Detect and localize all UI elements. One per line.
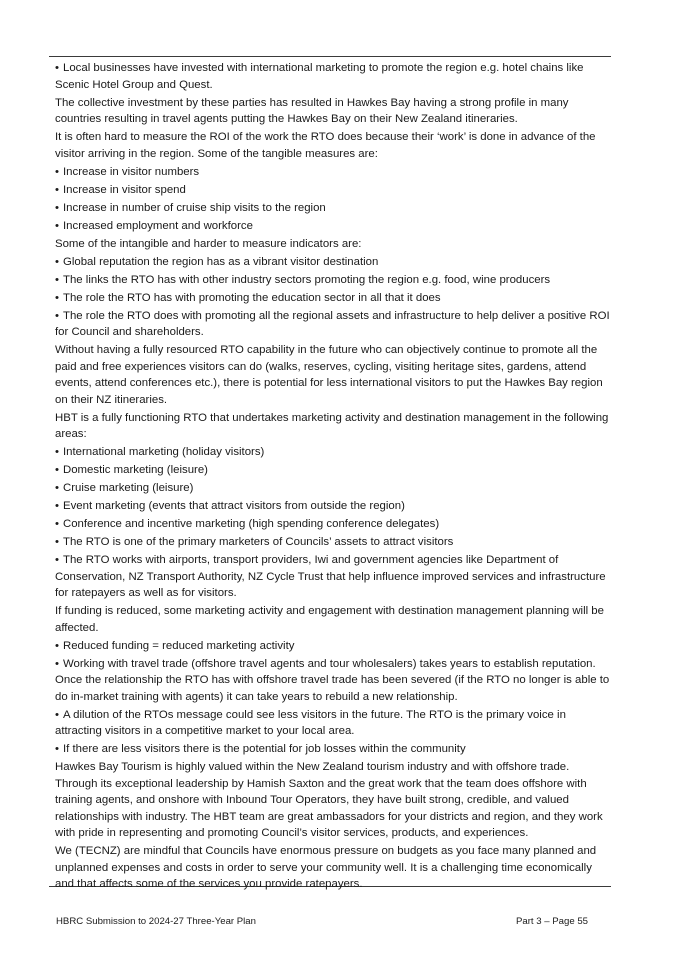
paragraph-text: Event marketing (events that attract visitors from outside the region) [63,500,405,512]
bullet-item [55,480,611,497]
bullet-marker: • [55,62,59,74]
bullet-item [55,60,611,93]
bullet-item [55,552,611,602]
paragraph-text: If funding is reduced, some marketing activity and engagement with destination management planning will be affected. [55,605,604,634]
bullet-item [55,516,611,533]
paragraph-text: If there are less visitors there is the potential for job losses within the community [63,743,466,755]
footer-document-title: HBRC Submission to 2024-27 Three-Year Plan [56,916,256,927]
paragraph-text: The role the RTO has with promoting the education sector in all that it does [63,291,441,304]
bullet-marker: • [55,482,59,494]
bullet-marker: • [55,219,59,232]
bullet-marker: • [55,309,59,322]
paragraph-text: It is often hard to measure the ROI of the work the RTO does because their ‘work’ is done in advance of the visitor arriving in the region. Some of the tangible measures are: [55,131,596,160]
bullet-marker: • [55,743,59,755]
paragraph-text: The RTO works with airports, transport providers, Iwi and government agencies like Department of Conservation, NZ Transport Authority, NZ Cycle Trust that help influence improved services and infrastructure for ratepayers as well as for visitors. [55,554,606,599]
paragraph-text: Local businesses have invested with international marketing to promote the region e.g. hotel chains like Scenic Hotel Group and Quest. [55,62,584,91]
paragraph-text: Global reputation the region has as a vibrant visitor destination [63,255,379,268]
bullet-item [55,182,611,199]
paragraph-text: We (TECNZ) are mindful that Councils have enormous pressure on budgets as you face many planned and unplanned expenses and costs in order to serve your community well. It is a challenging time economically and that affects some of the services you provide ratepayers. [55,845,597,890]
paragraph-text: Without having a fully resourced RTO capability in the future who can objectively continue to promote all the paid and free experiences visitors can do (walks, reserves, cycling, visiting heritage sites, gardens, attend events, attend conferences etc.), there is potential for less international visitors to put the Hawkes Bay region on their NZ itineraries. [55,344,603,406]
paragraph-text: Increased employment and workforce [63,219,253,232]
paragraph-text: The role the RTO does with promoting all the regional assets and infrastructure to help deliver a positive ROI for Council and shareholders. [55,309,610,338]
bullet-item [55,656,611,706]
paragraph [55,95,611,128]
bullet-marker: • [55,554,59,566]
paragraph [55,410,611,443]
bullet-marker: • [55,518,59,530]
paragraph-text: The collective investment by these parties has resulted in Hawkes Bay having a strong profile in many countries resulting in travel agents putting the Hawkes Bay on their New Zealand itineraries. [55,96,569,125]
bullet-item [55,534,611,551]
bullet-marker: • [55,201,59,214]
paragraph-text: A dilution of the RTOs message could see less visitors in the future. The RTO is the primary voice in attracting visitors in a competitive market to your local area. [55,708,566,737]
paragraph-text: Cruise marketing (leisure) [63,482,194,494]
bullet-marker: • [55,183,59,196]
bullet-item [55,462,611,479]
paragraph-text: Some of the intangible and harder to measure indicators are: [55,237,362,250]
paragraph-text: The RTO is one of the primary marketers of Councils’ assets to attract visitors [63,536,454,548]
paragraph [55,843,611,893]
bullet-item [55,638,611,655]
bullet-item [55,308,611,341]
paragraph-text: Increase in visitor numbers [63,165,200,178]
paragraph [55,603,611,636]
bullet-marker: • [55,536,59,548]
bullet-item [55,741,611,758]
bullet-marker: • [55,165,59,178]
bullet-marker: • [55,291,59,304]
bullet-marker: • [55,639,59,652]
bullet-marker: • [55,500,59,512]
document-body [49,56,611,890]
bullet-item [55,254,611,271]
paragraph-text: Working with travel trade (offshore travel agents and tour wholesalers) takes years to establish reputation. Once the relationship the RTO has with offshore travel trade has been severed (if the RTO no longer is able to do in-market training with agents) it can take years to rebuild a new relationship. [55,657,610,703]
paragraph [55,759,611,842]
paragraph-text: Increase in visitor spend [63,183,186,196]
bullet-item [55,218,611,235]
bullet-marker: • [55,446,59,458]
paragraph [55,342,611,408]
bullet-item [55,444,611,461]
paragraph-text: Conference and incentive marketing (high spending conference delegates) [63,518,440,530]
paragraph-text: HBT is a fully functioning RTO that undertakes marketing activity and destination management in the following areas: [55,411,609,440]
bullet-marker: • [55,708,59,721]
footer-page-number: Part 3 – Page 55 [515,916,588,927]
paragraph-text: Increase in number of cruise ship visits to the region [63,201,326,214]
paragraph [55,236,611,253]
bullet-item [55,164,611,181]
bullet-item [55,272,611,289]
bullet-item [55,290,611,307]
paragraph-text: The links the RTO has with other industry sectors promoting the region e.g. food, wine producers [63,273,551,286]
paragraph-text: Hawkes Bay Tourism is highly valued within the New Zealand tourism industry and with offshore trade. Through its exceptional leadership by Hamish Saxton and the great work that the team does offshore with training agents, and onshore with Inbound Tour Operators, they have built strong, credible, and valued relationships with industry. The HBT team are great ambassadors for your districts and region, and they work with pride in representing and promoting Council’s visitor services, products, and experiences. [55,761,603,839]
paragraph-text: Reduced funding = reduced marketing activity [63,639,295,652]
paragraph-text: Domestic marketing (leisure) [63,464,208,476]
bullet-item [55,707,611,740]
bullet-item [55,498,611,515]
bullet-marker: • [55,657,59,670]
bullet-item [55,200,611,217]
bullet-marker: • [55,464,59,476]
bullet-marker: • [55,255,59,268]
bullet-marker: • [55,273,59,286]
paragraph-text: International marketing (holiday visitors) [63,446,265,458]
paragraph [55,129,611,162]
